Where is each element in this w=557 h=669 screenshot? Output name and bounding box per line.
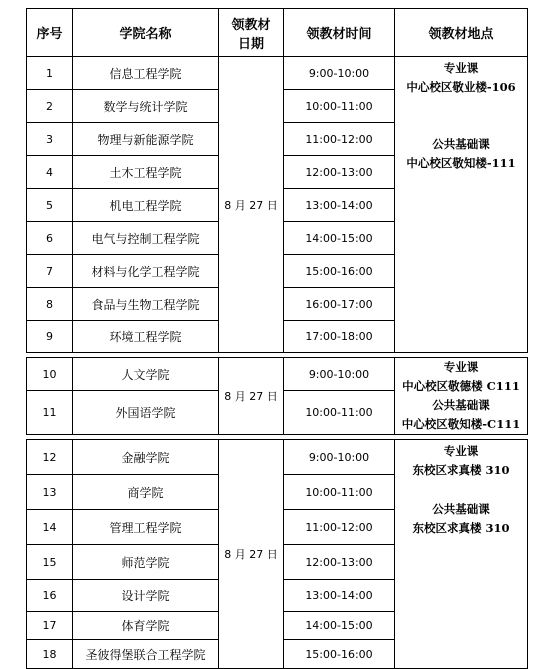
pickup-time: 9:00-10:00 [284,57,395,90]
row-number: 6 [27,222,73,255]
row-number: 7 [27,255,73,288]
pickup-time: 10:00-11:00 [284,391,395,435]
pickup-time: 11:00-12:00 [284,123,395,156]
row-number: 12 [27,440,73,475]
college-name: 土木工程学院 [73,156,219,189]
college-name: 商学院 [73,475,219,510]
header-date-line1: 领教材 [231,17,271,33]
pickup-time: 16:00-17:00 [284,288,395,321]
pickup-time: 9:00-10:00 [284,358,395,391]
row-number: 3 [27,123,73,156]
header-place: 领教材地点 [395,9,528,57]
college-name: 金融学院 [73,440,219,475]
table-row [27,440,528,475]
table-body [27,57,528,669]
college-name: 机电工程学院 [73,189,219,222]
college-name: 电气与控制工程学院 [73,222,219,255]
pickup-location [395,358,528,435]
location-line: 中心校区敬业楼-106 [406,80,516,94]
pickup-time: 14:00-15:00 [284,612,395,640]
location-spacer [395,97,527,135]
location-line: 中心校区敬知楼-111 [406,156,516,170]
location-line: 中心校区敬德楼 C111 [402,379,520,393]
college-name: 外国语学院 [73,391,219,435]
header-no: 序号 [27,9,73,57]
college-name: 设计学院 [73,580,219,612]
college-name: 师范学院 [73,545,219,580]
table-row [27,57,528,90]
pickup-time: 13:00-14:00 [284,580,395,612]
textbook-schedule-table [26,8,528,669]
location-line: 东校区求真楼 310 [412,521,510,535]
college-name: 环境工程学院 [73,321,219,353]
row-number: 9 [27,321,73,353]
location-line: 专业课 [443,61,479,75]
college-name: 食品与生物工程学院 [73,288,219,321]
pickup-time: 14:00-15:00 [284,222,395,255]
pickup-time: 11:00-12:00 [284,510,395,545]
row-number: 17 [27,612,73,640]
pickup-time: 15:00-16:00 [284,640,395,669]
college-name: 圣彼得堡联合工程学院 [73,640,219,669]
pickup-time: 13:00-14:00 [284,189,395,222]
pickup-time: 10:00-11:00 [284,475,395,510]
college-name: 体育学院 [73,612,219,640]
pickup-time: 12:00-13:00 [284,545,395,580]
row-number: 11 [27,391,73,435]
header-row [27,9,528,57]
pickup-time: 12:00-13:00 [284,156,395,189]
location-line: 公共基础课 [432,398,490,412]
pickup-time: 10:00-11:00 [284,90,395,123]
row-number: 2 [27,90,73,123]
pickup-location [395,440,528,669]
college-name: 数学与统计学院 [73,90,219,123]
header-date-line2: 日期 [237,36,264,52]
college-name: 物理与新能源学院 [73,123,219,156]
row-number: 13 [27,475,73,510]
row-number: 4 [27,156,73,189]
row-number: 15 [27,545,73,580]
pickup-time: 17:00-18:00 [284,321,395,353]
location-spacer [395,480,527,500]
row-number: 14 [27,510,73,545]
location-line: 公共基础课 [432,137,490,151]
header-date [219,9,284,57]
row-number: 16 [27,580,73,612]
table-row [27,358,528,391]
college-name: 信息工程学院 [73,57,219,90]
pickup-time: 9:00-10:00 [284,440,395,475]
header-college: 学院名称 [73,9,219,57]
row-number: 1 [27,57,73,90]
pickup-date: 8 月 27 日 [219,440,284,669]
pickup-location [395,57,528,353]
pickup-date: 8 月 27 日 [219,57,284,353]
location-line: 专业课 [443,444,479,458]
row-number: 5 [27,189,73,222]
location-line: 中心校区敬知楼-C111 [401,417,521,431]
college-name: 人文学院 [73,358,219,391]
header-time: 领教材时间 [284,9,395,57]
pickup-time: 15:00-16:00 [284,255,395,288]
row-number: 18 [27,640,73,669]
location-line: 公共基础课 [432,502,490,516]
location-line: 东校区求真楼 310 [412,463,510,477]
college-name: 管理工程学院 [73,510,219,545]
college-name: 材料与化学工程学院 [73,255,219,288]
pickup-date: 8 月 27 日 [219,358,284,435]
row-number: 8 [27,288,73,321]
location-line: 专业课 [443,360,479,374]
row-number: 10 [27,358,73,391]
